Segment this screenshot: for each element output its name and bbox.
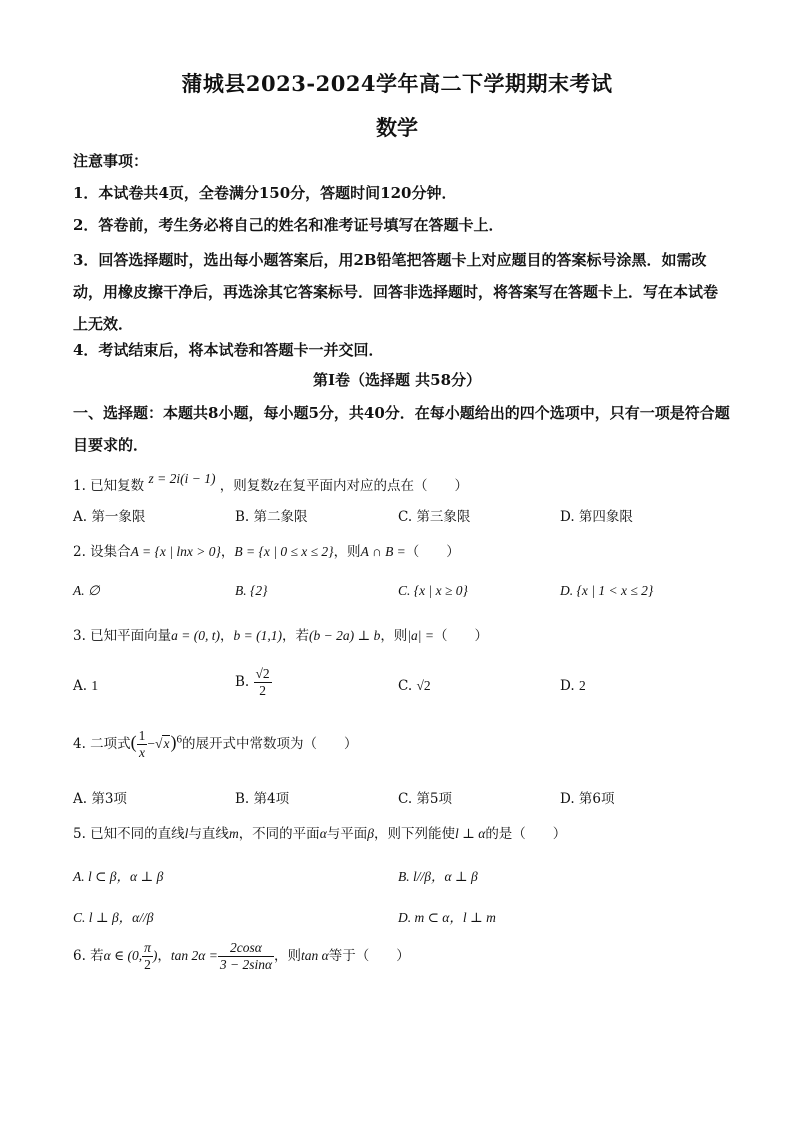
- q3-option-d-label: D.: [560, 678, 575, 694]
- q3-option-b-denominator: 2: [259, 683, 266, 698]
- notes-heading: 注意事项：: [73, 152, 149, 170]
- q2-option-a: A. ∅: [73, 583, 100, 598]
- note-item-4: 4．考试结束后，将本试卷和答题卡一并交回．: [73, 341, 384, 359]
- q5-text-c: ，不同的平面: [238, 826, 320, 842]
- q6-rhs-denominator: 3 − 2sinα: [219, 957, 273, 972]
- q2-suffix: （ ）: [405, 544, 460, 560]
- q4-close-paren: ): [170, 732, 177, 752]
- q4-fraction: [137, 728, 148, 761]
- q3-option-b-numerator: √2: [255, 666, 270, 681]
- q5-text-f: 的是（ ）: [485, 826, 567, 842]
- q4-minus: −: [147, 736, 156, 751]
- q5-option-b: B. l//β，α ⊥ β: [398, 869, 478, 884]
- q2-set-b: B = {x | 0 ≤ x ≤ 2}: [234, 544, 334, 559]
- question-5: [73, 822, 566, 842]
- q5-option-d: D. m ⊂ α，l ⊥ m: [398, 910, 496, 925]
- q6-rhs-numerator: 2cosα: [218, 940, 274, 957]
- q6-suffix: 等于（ ）: [328, 948, 410, 964]
- q3-vector-a: a = (0, t): [171, 628, 221, 643]
- q2-prefix: 2. 设集合: [73, 544, 131, 560]
- q5-plane-alpha: α: [319, 826, 327, 841]
- q6-lhs: tan 2α =: [170, 948, 218, 963]
- q3-vector-b: b = (1,1): [233, 628, 283, 643]
- question-3: [73, 624, 488, 644]
- q1-suffix-a: ，则复数: [219, 478, 274, 494]
- q4-suffix: 的展开式中常数项为（ ）: [181, 736, 358, 752]
- q3-option-c: [398, 678, 431, 694]
- q4-power: 6: [176, 733, 182, 746]
- q5-text-a: 5. 已知不同的直线: [73, 826, 185, 842]
- q3-option-c-value: √2: [416, 678, 431, 693]
- note-item-1: 1．本试卷共4页，全卷满分150分，答题时间120分钟．: [73, 184, 457, 202]
- q1-option-b: B. 第二象限: [235, 509, 308, 525]
- q5-plane-beta: β: [367, 826, 375, 841]
- q5-text-d: 与平面: [326, 826, 368, 842]
- q3-option-a: [73, 678, 98, 694]
- q4-sqrt: √x: [155, 736, 170, 751]
- q3-option-b: [235, 666, 272, 699]
- q4-option-a: A. 第3项: [73, 791, 127, 807]
- q3-option-d: [560, 678, 586, 694]
- note-item-3: 3．回答选择题时，选出每小题答案后，用2B铅笔把答题卡上对应题目的答案标号涂黑．如需改动，用橡皮擦干净后，再选涂其它答案标号．回答非选择题时，将答案写在答题卡上．写在本试卷上无效．: [73, 251, 719, 333]
- q3-mid2: ，则: [380, 628, 408, 644]
- q6-pi-fraction: [142, 940, 153, 973]
- q1-expression: z = 2i(i − 1): [148, 471, 216, 486]
- q5-line-l: l: [184, 826, 189, 841]
- q4-fraction-denominator: x: [139, 745, 146, 760]
- q2-sep: ，: [220, 544, 235, 560]
- q4-open-paren: (: [130, 732, 137, 752]
- note-item-2: 2．答卷前，考生务必将自己的姓名和准考证号填写在答题卡上．: [73, 216, 504, 234]
- q5-text-e: ，则下列能使: [374, 826, 456, 842]
- q4-option-d: D. 第6项: [560, 791, 615, 807]
- q4-fraction-numerator: 1: [138, 728, 146, 743]
- q4-prefix: 4. 二项式: [73, 736, 131, 752]
- q3-option-a-value: 1: [91, 678, 99, 693]
- part-title: 第Ⅰ卷（选择题 共58分）: [312, 371, 482, 389]
- q6-domain-end: ): [152, 948, 158, 963]
- q6-sep: ，: [157, 948, 171, 964]
- exam-subject: 数学: [376, 115, 418, 140]
- q3-option-a-label: A.: [73, 678, 88, 694]
- q4-option-b: B. 第4项: [235, 791, 290, 807]
- q3-option-c-label: C.: [398, 678, 413, 694]
- q2-mid: ，则: [333, 544, 361, 560]
- q3-condition: (b − 2a) ⊥ b: [309, 628, 381, 643]
- question-4: [73, 728, 357, 761]
- q2-option-c: C. {x | x ≥ 0}: [398, 583, 468, 598]
- q4-sqrt-body: x: [163, 736, 170, 751]
- q3-option-b-label: B.: [235, 674, 250, 690]
- q5-text-b: 与直线: [188, 826, 229, 842]
- q2-expression: A ∩ B =: [360, 544, 406, 559]
- q2-set-a: A = {x | lnx > 0}: [130, 544, 221, 559]
- q6-prefix: 6. 若: [73, 948, 104, 964]
- q6-pi-denominator: 2: [144, 957, 151, 972]
- question-2: [73, 540, 460, 560]
- q5-line-m: m: [228, 826, 239, 841]
- q2-option-d: D. {x | 1 < x ≤ 2}: [560, 583, 654, 598]
- section-instructions: 一、选择题：本题共8小题，每小题5分，共40分．在每小题给出的四个选项中，只有一项是符合题目要求的．: [73, 404, 730, 454]
- q5-condition: l ⊥ α: [455, 826, 486, 841]
- q1-option-c: C. 第三象限: [398, 509, 471, 525]
- q3-option-b-fraction: [254, 666, 272, 699]
- q6-pi-numerator: π: [144, 940, 151, 955]
- q1-option-d: D. 第四象限: [560, 509, 633, 525]
- q6-domain-start: α ∈ (0,: [103, 948, 143, 963]
- q4-option-c: C. 第5项: [398, 791, 453, 807]
- q5-option-c: C. l ⊥ β，α//β: [73, 910, 154, 925]
- question-6: [73, 940, 410, 973]
- q3-sep: ，: [220, 628, 234, 644]
- question-1: [73, 471, 468, 494]
- q5-option-a: A. l ⊂ β，α ⊥ β: [73, 869, 164, 884]
- q1-option-a: A. 第一象限: [73, 509, 146, 525]
- q3-mid: ，若: [282, 628, 310, 644]
- q3-suffix: （ ）: [433, 628, 488, 644]
- q6-ask: tan α: [301, 948, 329, 963]
- q1-prefix: 1. 已知复数: [73, 478, 145, 494]
- q3-option-d-value: 2: [578, 678, 586, 693]
- q1-suffix-b: 在复平面内对应的点在（ ）: [279, 478, 468, 494]
- q2-option-b: B. {2}: [235, 583, 268, 598]
- q3-ask: |a| =: [407, 628, 434, 643]
- q6-mid: ，则: [274, 948, 302, 964]
- q1-var: z: [273, 478, 279, 493]
- exam-title: 蒲城县2023-2024学年高二下学期期末考试: [181, 71, 613, 96]
- q6-rhs-fraction: [218, 940, 274, 973]
- q3-prefix: 3. 已知平面向量: [73, 628, 172, 644]
